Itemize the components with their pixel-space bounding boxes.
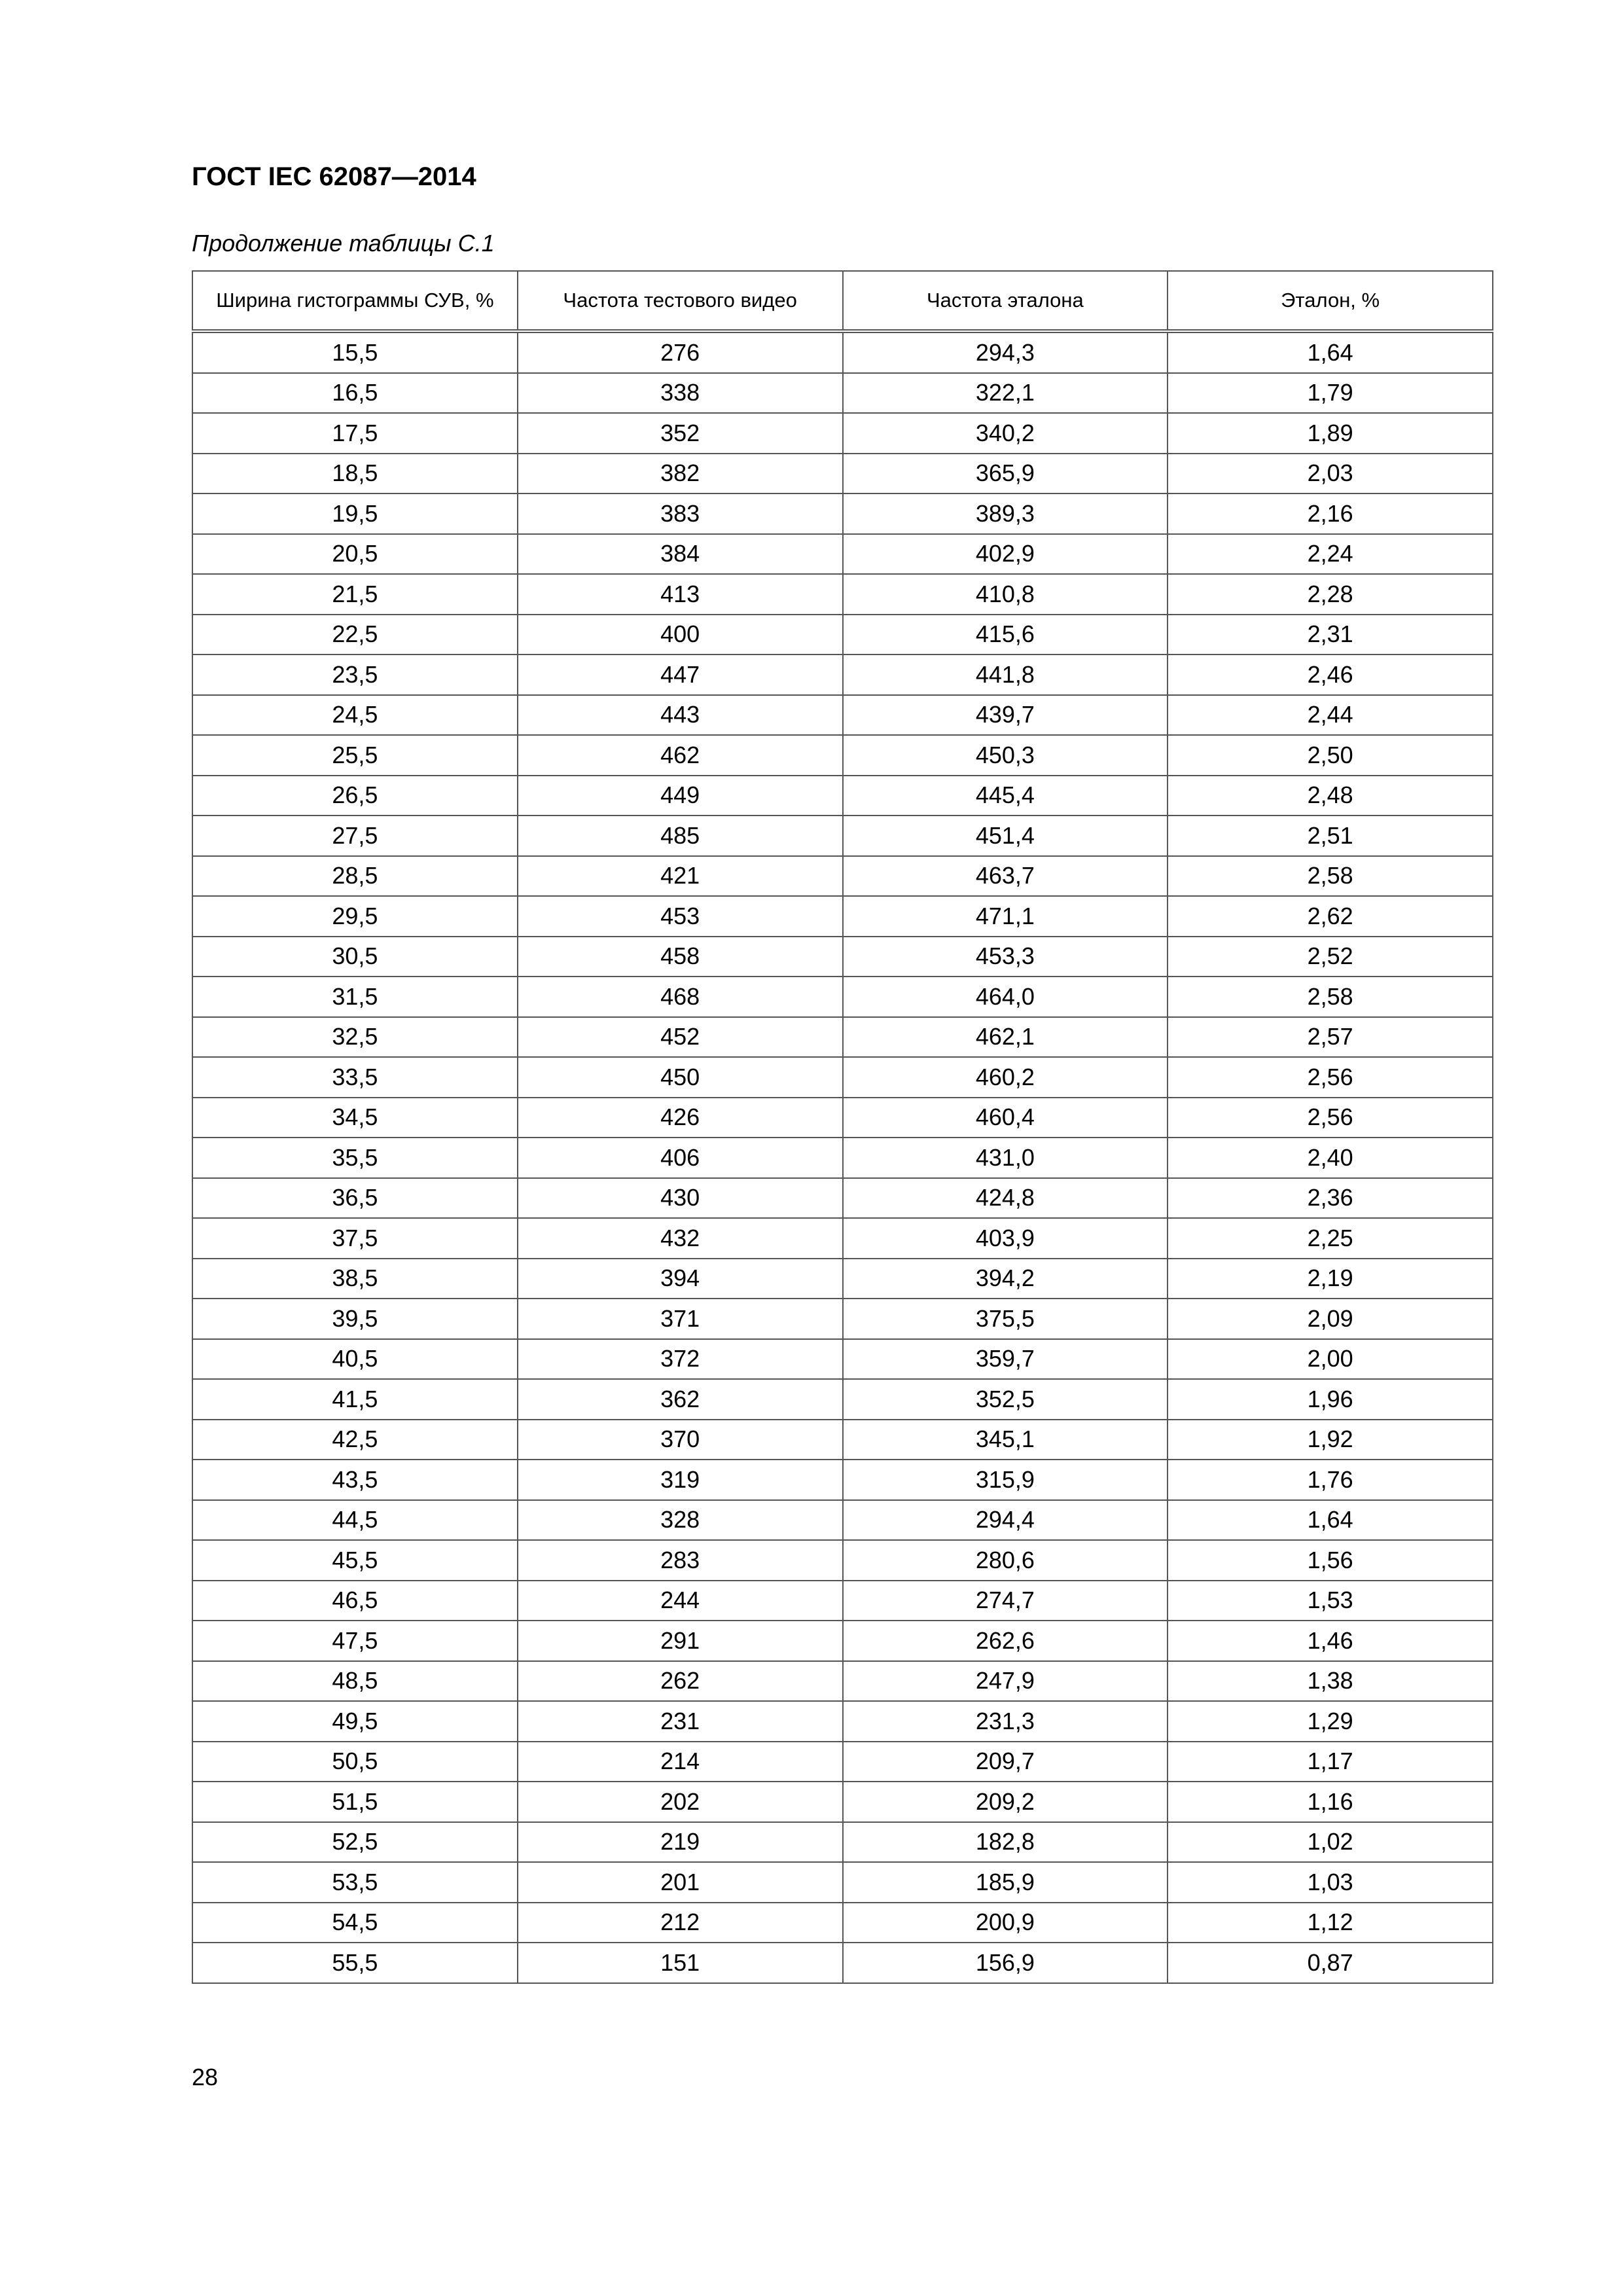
cell-histogram-width: 38,5 bbox=[192, 1259, 518, 1299]
table-row bbox=[192, 1420, 1493, 1460]
cell-histogram-width: 29,5 bbox=[192, 896, 518, 937]
table-row bbox=[192, 1138, 1493, 1178]
cell-reference-percent: 2,57 bbox=[1168, 1017, 1493, 1058]
cell-reference-percent: 2,58 bbox=[1168, 856, 1493, 897]
cell-test-video-frequency: 450 bbox=[518, 1057, 843, 1098]
cell-histogram-width: 27,5 bbox=[192, 816, 518, 856]
cell-reference-frequency: 247,9 bbox=[843, 1661, 1168, 1702]
cell-reference-percent: 2,16 bbox=[1168, 493, 1493, 534]
table-row bbox=[192, 1098, 1493, 1138]
cell-test-video-frequency: 432 bbox=[518, 1218, 843, 1259]
cell-histogram-width: 36,5 bbox=[192, 1178, 518, 1219]
cell-reference-percent: 1,03 bbox=[1168, 1862, 1493, 1903]
cell-test-video-frequency: 468 bbox=[518, 977, 843, 1017]
cell-reference-percent: 1,16 bbox=[1168, 1782, 1493, 1822]
table-row bbox=[192, 534, 1493, 575]
table-caption: Продолжение таблицы С.1 bbox=[192, 230, 495, 257]
cell-reference-frequency: 463,7 bbox=[843, 856, 1168, 897]
cell-reference-frequency: 340,2 bbox=[843, 413, 1168, 454]
cell-histogram-width: 50,5 bbox=[192, 1742, 518, 1782]
cell-reference-frequency: 441,8 bbox=[843, 655, 1168, 695]
table-row bbox=[192, 1017, 1493, 1058]
column-header-test-video-frequency: Частота тестового видео bbox=[518, 271, 843, 331]
cell-reference-percent: 1,38 bbox=[1168, 1661, 1493, 1702]
cell-test-video-frequency: 394 bbox=[518, 1259, 843, 1299]
table-row bbox=[192, 1259, 1493, 1299]
cell-reference-frequency: 389,3 bbox=[843, 493, 1168, 534]
table-row bbox=[192, 1782, 1493, 1822]
cell-histogram-width: 49,5 bbox=[192, 1701, 518, 1742]
cell-test-video-frequency: 453 bbox=[518, 896, 843, 937]
cell-reference-percent: 2,48 bbox=[1168, 776, 1493, 816]
table-row bbox=[192, 856, 1493, 897]
table-row bbox=[192, 1742, 1493, 1782]
table-row bbox=[192, 454, 1493, 494]
table-row bbox=[192, 1178, 1493, 1219]
cell-histogram-width: 24,5 bbox=[192, 695, 518, 736]
table-header bbox=[192, 271, 1493, 331]
table-row bbox=[192, 1581, 1493, 1621]
table-row bbox=[192, 1299, 1493, 1339]
cell-histogram-width: 26,5 bbox=[192, 776, 518, 816]
cell-reference-frequency: 294,3 bbox=[843, 331, 1168, 373]
cell-histogram-width: 19,5 bbox=[192, 493, 518, 534]
cell-histogram-width: 34,5 bbox=[192, 1098, 518, 1138]
cell-test-video-frequency: 151 bbox=[518, 1943, 843, 1983]
cell-reference-percent: 2,52 bbox=[1168, 937, 1493, 977]
cell-histogram-width: 43,5 bbox=[192, 1460, 518, 1500]
cell-reference-frequency: 460,2 bbox=[843, 1057, 1168, 1098]
cell-reference-percent: 1,76 bbox=[1168, 1460, 1493, 1500]
cell-test-video-frequency: 338 bbox=[518, 373, 843, 414]
cell-histogram-width: 51,5 bbox=[192, 1782, 518, 1822]
cell-reference-frequency: 462,1 bbox=[843, 1017, 1168, 1058]
cell-test-video-frequency: 244 bbox=[518, 1581, 843, 1621]
cell-histogram-width: 22,5 bbox=[192, 615, 518, 655]
cell-reference-frequency: 375,5 bbox=[843, 1299, 1168, 1339]
table-row bbox=[192, 1943, 1493, 1983]
cell-histogram-width: 20,5 bbox=[192, 534, 518, 575]
cell-reference-percent: 1,64 bbox=[1168, 331, 1493, 373]
table-row bbox=[192, 1218, 1493, 1259]
cell-reference-frequency: 424,8 bbox=[843, 1178, 1168, 1219]
cell-histogram-width: 33,5 bbox=[192, 1057, 518, 1098]
cell-reference-frequency: 322,1 bbox=[843, 373, 1168, 414]
cell-histogram-width: 52,5 bbox=[192, 1822, 518, 1863]
data-table bbox=[192, 270, 1493, 1984]
table-row bbox=[192, 695, 1493, 736]
cell-test-video-frequency: 202 bbox=[518, 1782, 843, 1822]
cell-reference-frequency: 394,2 bbox=[843, 1259, 1168, 1299]
cell-reference-frequency: 464,0 bbox=[843, 977, 1168, 1017]
cell-reference-percent: 1,29 bbox=[1168, 1701, 1493, 1742]
cell-test-video-frequency: 371 bbox=[518, 1299, 843, 1339]
cell-reference-percent: 2,00 bbox=[1168, 1339, 1493, 1380]
cell-test-video-frequency: 328 bbox=[518, 1500, 843, 1541]
cell-reference-percent: 2,40 bbox=[1168, 1138, 1493, 1178]
cell-histogram-width: 17,5 bbox=[192, 413, 518, 454]
table-row bbox=[192, 1903, 1493, 1943]
table-container bbox=[192, 270, 1493, 1984]
cell-reference-percent: 2,03 bbox=[1168, 454, 1493, 494]
cell-reference-percent: 1,17 bbox=[1168, 1742, 1493, 1782]
cell-reference-frequency: 280,6 bbox=[843, 1540, 1168, 1581]
cell-test-video-frequency: 421 bbox=[518, 856, 843, 897]
cell-test-video-frequency: 430 bbox=[518, 1178, 843, 1219]
cell-reference-frequency: 450,3 bbox=[843, 735, 1168, 776]
cell-histogram-width: 48,5 bbox=[192, 1661, 518, 1702]
cell-test-video-frequency: 219 bbox=[518, 1822, 843, 1863]
cell-test-video-frequency: 384 bbox=[518, 534, 843, 575]
cell-histogram-width: 21,5 bbox=[192, 574, 518, 615]
table-row bbox=[192, 1500, 1493, 1541]
cell-reference-frequency: 209,2 bbox=[843, 1782, 1168, 1822]
table-row bbox=[192, 413, 1493, 454]
cell-reference-frequency: 182,8 bbox=[843, 1822, 1168, 1863]
cell-reference-percent: 2,28 bbox=[1168, 574, 1493, 615]
cell-test-video-frequency: 452 bbox=[518, 1017, 843, 1058]
table-row bbox=[192, 1661, 1493, 1702]
cell-histogram-width: 46,5 bbox=[192, 1581, 518, 1621]
cell-reference-percent: 2,51 bbox=[1168, 816, 1493, 856]
cell-reference-frequency: 439,7 bbox=[843, 695, 1168, 736]
cell-test-video-frequency: 449 bbox=[518, 776, 843, 816]
cell-test-video-frequency: 458 bbox=[518, 937, 843, 977]
cell-reference-percent: 2,09 bbox=[1168, 1299, 1493, 1339]
table-row bbox=[192, 655, 1493, 695]
cell-reference-percent: 2,46 bbox=[1168, 655, 1493, 695]
cell-reference-frequency: 185,9 bbox=[843, 1862, 1168, 1903]
table-row bbox=[192, 1862, 1493, 1903]
cell-reference-frequency: 262,6 bbox=[843, 1621, 1168, 1661]
cell-reference-frequency: 431,0 bbox=[843, 1138, 1168, 1178]
cell-test-video-frequency: 447 bbox=[518, 655, 843, 695]
cell-reference-percent: 1,46 bbox=[1168, 1621, 1493, 1661]
cell-histogram-width: 47,5 bbox=[192, 1621, 518, 1661]
cell-test-video-frequency: 413 bbox=[518, 574, 843, 615]
cell-reference-frequency: 451,4 bbox=[843, 816, 1168, 856]
cell-test-video-frequency: 426 bbox=[518, 1098, 843, 1138]
table-row bbox=[192, 1460, 1493, 1500]
page-number: 28 bbox=[192, 2064, 219, 2090]
column-header-histogram-width: Ширина гистограммы СУВ, % bbox=[192, 271, 518, 331]
table-row bbox=[192, 574, 1493, 615]
cell-reference-frequency: 460,4 bbox=[843, 1098, 1168, 1138]
cell-test-video-frequency: 406 bbox=[518, 1138, 843, 1178]
cell-test-video-frequency: 291 bbox=[518, 1621, 843, 1661]
cell-test-video-frequency: 485 bbox=[518, 816, 843, 856]
table-row bbox=[192, 1057, 1493, 1098]
cell-reference-percent: 1,89 bbox=[1168, 413, 1493, 454]
cell-histogram-width: 37,5 bbox=[192, 1218, 518, 1259]
table-row bbox=[192, 937, 1493, 977]
cell-reference-frequency: 231,3 bbox=[843, 1701, 1168, 1742]
cell-reference-percent: 1,79 bbox=[1168, 373, 1493, 414]
cell-test-video-frequency: 462 bbox=[518, 735, 843, 776]
cell-histogram-width: 35,5 bbox=[192, 1138, 518, 1178]
column-header-reference-percent: Эталон, % bbox=[1168, 271, 1493, 331]
cell-reference-frequency: 345,1 bbox=[843, 1420, 1168, 1460]
column-header-reference-frequency: Частота эталона bbox=[843, 271, 1168, 331]
cell-test-video-frequency: 382 bbox=[518, 454, 843, 494]
table-row bbox=[192, 896, 1493, 937]
table-row bbox=[192, 776, 1493, 816]
table-row bbox=[192, 735, 1493, 776]
cell-reference-percent: 2,62 bbox=[1168, 896, 1493, 937]
cell-reference-frequency: 445,4 bbox=[843, 776, 1168, 816]
cell-test-video-frequency: 400 bbox=[518, 615, 843, 655]
table-row bbox=[192, 615, 1493, 655]
cell-reference-percent: 2,25 bbox=[1168, 1218, 1493, 1259]
cell-test-video-frequency: 383 bbox=[518, 493, 843, 534]
cell-reference-percent: 0,87 bbox=[1168, 1943, 1493, 1983]
cell-reference-percent: 1,92 bbox=[1168, 1420, 1493, 1460]
cell-histogram-width: 53,5 bbox=[192, 1862, 518, 1903]
cell-histogram-width: 23,5 bbox=[192, 655, 518, 695]
cell-test-video-frequency: 319 bbox=[518, 1460, 843, 1500]
cell-reference-frequency: 274,7 bbox=[843, 1581, 1168, 1621]
cell-reference-percent: 1,96 bbox=[1168, 1379, 1493, 1420]
cell-reference-frequency: 200,9 bbox=[843, 1903, 1168, 1943]
cell-reference-percent: 2,19 bbox=[1168, 1259, 1493, 1299]
cell-histogram-width: 31,5 bbox=[192, 977, 518, 1017]
cell-reference-percent: 1,64 bbox=[1168, 1500, 1493, 1541]
cell-reference-frequency: 415,6 bbox=[843, 615, 1168, 655]
cell-reference-percent: 2,50 bbox=[1168, 735, 1493, 776]
table-row bbox=[192, 1701, 1493, 1742]
cell-test-video-frequency: 352 bbox=[518, 413, 843, 454]
cell-reference-frequency: 471,1 bbox=[843, 896, 1168, 937]
cell-reference-percent: 2,58 bbox=[1168, 977, 1493, 1017]
cell-histogram-width: 42,5 bbox=[192, 1420, 518, 1460]
cell-reference-frequency: 403,9 bbox=[843, 1218, 1168, 1259]
cell-reference-frequency: 315,9 bbox=[843, 1460, 1168, 1500]
table-body bbox=[192, 331, 1493, 1983]
cell-histogram-width: 28,5 bbox=[192, 856, 518, 897]
cell-histogram-width: 44,5 bbox=[192, 1500, 518, 1541]
cell-histogram-width: 18,5 bbox=[192, 454, 518, 494]
cell-reference-frequency: 359,7 bbox=[843, 1339, 1168, 1380]
cell-reference-frequency: 410,8 bbox=[843, 574, 1168, 615]
cell-reference-frequency: 209,7 bbox=[843, 1742, 1168, 1782]
cell-reference-percent: 1,53 bbox=[1168, 1581, 1493, 1621]
cell-histogram-width: 39,5 bbox=[192, 1299, 518, 1339]
cell-histogram-width: 32,5 bbox=[192, 1017, 518, 1058]
table-row bbox=[192, 331, 1493, 373]
cell-reference-frequency: 453,3 bbox=[843, 937, 1168, 977]
cell-reference-percent: 2,56 bbox=[1168, 1098, 1493, 1138]
cell-reference-percent: 2,36 bbox=[1168, 1178, 1493, 1219]
cell-histogram-width: 25,5 bbox=[192, 735, 518, 776]
cell-histogram-width: 40,5 bbox=[192, 1339, 518, 1380]
cell-histogram-width: 55,5 bbox=[192, 1943, 518, 1983]
table-row bbox=[192, 1621, 1493, 1661]
cell-reference-percent: 2,44 bbox=[1168, 695, 1493, 736]
table-row bbox=[192, 1822, 1493, 1863]
cell-test-video-frequency: 362 bbox=[518, 1379, 843, 1420]
table-row bbox=[192, 977, 1493, 1017]
cell-reference-percent: 2,56 bbox=[1168, 1057, 1493, 1098]
cell-histogram-width: 45,5 bbox=[192, 1540, 518, 1581]
table-row bbox=[192, 493, 1493, 534]
table-row bbox=[192, 1540, 1493, 1581]
cell-test-video-frequency: 201 bbox=[518, 1862, 843, 1903]
cell-test-video-frequency: 276 bbox=[518, 331, 843, 373]
cell-test-video-frequency: 372 bbox=[518, 1339, 843, 1380]
cell-test-video-frequency: 443 bbox=[518, 695, 843, 736]
cell-test-video-frequency: 231 bbox=[518, 1701, 843, 1742]
cell-histogram-width: 41,5 bbox=[192, 1379, 518, 1420]
table-row bbox=[192, 1379, 1493, 1420]
document-header: ГОСТ IEC 62087—2014 bbox=[192, 162, 476, 191]
cell-histogram-width: 15,5 bbox=[192, 331, 518, 373]
cell-reference-frequency: 156,9 bbox=[843, 1943, 1168, 1983]
cell-reference-frequency: 352,5 bbox=[843, 1379, 1168, 1420]
cell-test-video-frequency: 370 bbox=[518, 1420, 843, 1460]
table-row bbox=[192, 373, 1493, 414]
cell-test-video-frequency: 214 bbox=[518, 1742, 843, 1782]
cell-reference-frequency: 365,9 bbox=[843, 454, 1168, 494]
cell-reference-frequency: 294,4 bbox=[843, 1500, 1168, 1541]
cell-test-video-frequency: 262 bbox=[518, 1661, 843, 1702]
cell-histogram-width: 30,5 bbox=[192, 937, 518, 977]
cell-reference-percent: 1,12 bbox=[1168, 1903, 1493, 1943]
cell-reference-percent: 2,31 bbox=[1168, 615, 1493, 655]
table-row bbox=[192, 1339, 1493, 1380]
cell-test-video-frequency: 212 bbox=[518, 1903, 843, 1943]
table-row bbox=[192, 816, 1493, 856]
cell-reference-percent: 1,02 bbox=[1168, 1822, 1493, 1863]
table-header-row bbox=[192, 271, 1493, 331]
cell-test-video-frequency: 283 bbox=[518, 1540, 843, 1581]
cell-reference-percent: 1,56 bbox=[1168, 1540, 1493, 1581]
cell-reference-frequency: 402,9 bbox=[843, 534, 1168, 575]
cell-histogram-width: 16,5 bbox=[192, 373, 518, 414]
cell-reference-percent: 2,24 bbox=[1168, 534, 1493, 575]
cell-histogram-width: 54,5 bbox=[192, 1903, 518, 1943]
